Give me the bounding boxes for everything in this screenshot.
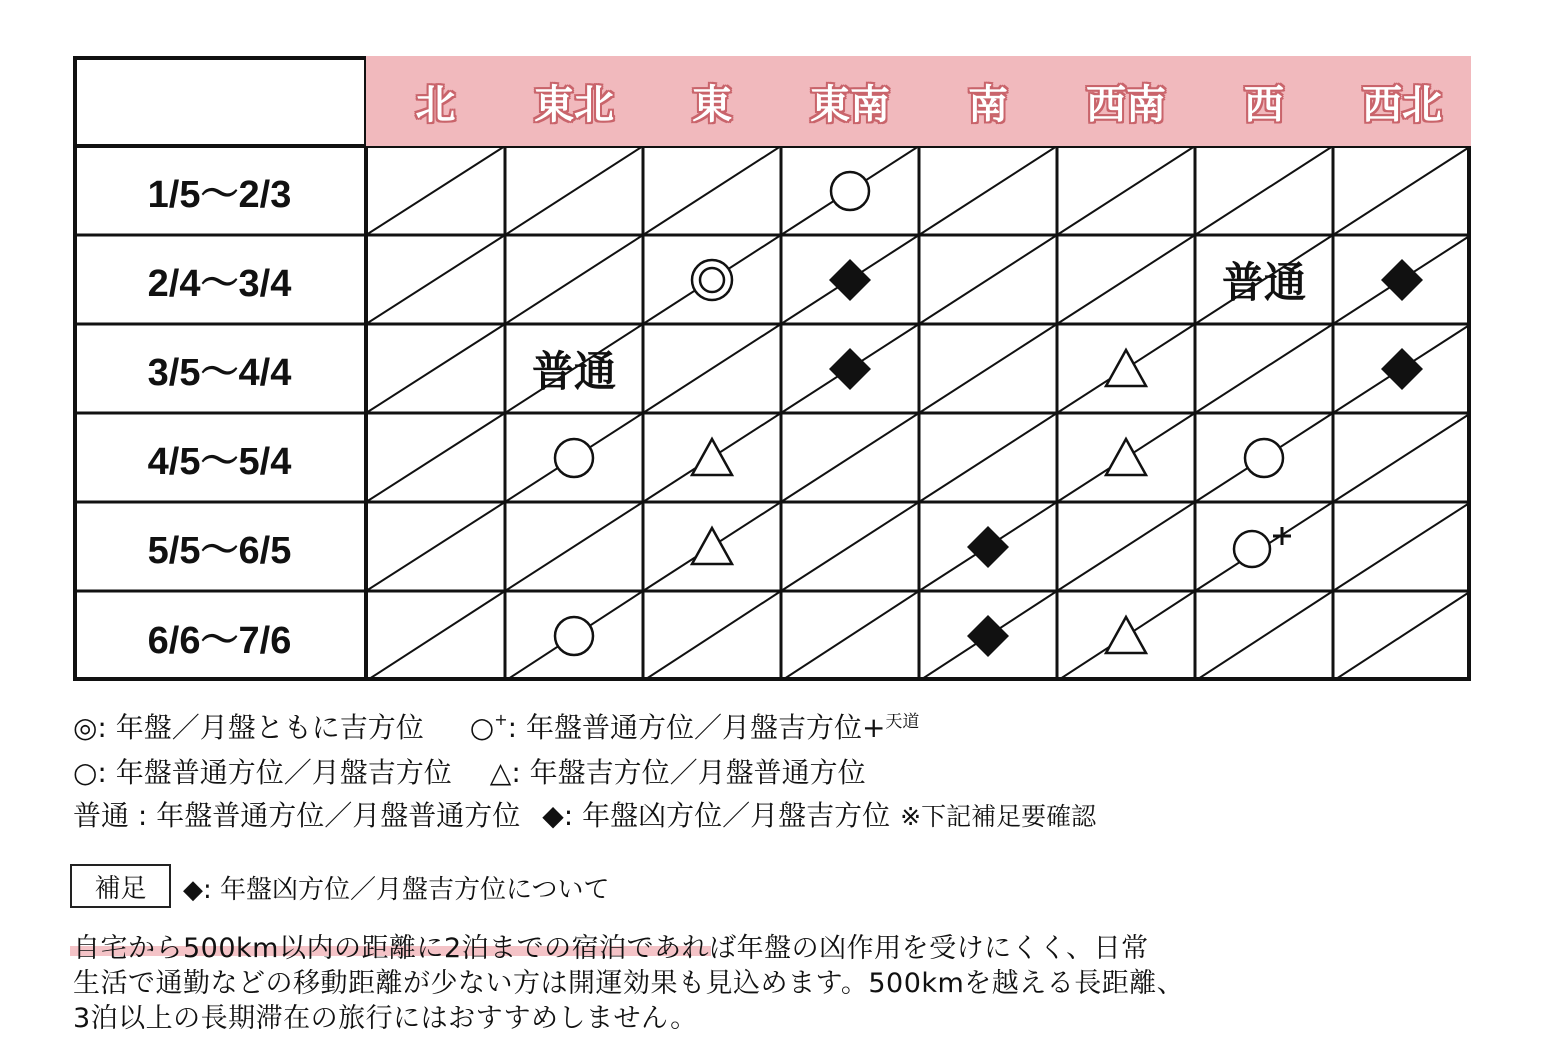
row-period-label: 2/4〜3/4 xyxy=(147,263,292,305)
cell-diagonal xyxy=(1333,502,1471,591)
circle-mark xyxy=(505,591,643,681)
circle-mark xyxy=(781,146,919,235)
cell-diagonal xyxy=(1333,413,1471,502)
cell-mark-text: 普通 xyxy=(1221,257,1306,307)
supplement-text-line-2: 生活で通勤などの移動距離が少ない方は開運効果も見込めます。500kmを越える長距離、 xyxy=(73,968,1185,999)
header-6 xyxy=(1057,56,1195,146)
legend-futsu: 普通 : 年盤普通方位／月盤普通方位 xyxy=(73,799,521,832)
row-period-label: 1/5〜2/3 xyxy=(147,174,292,216)
cell-diagonal xyxy=(1333,591,1471,681)
legend-line-3 xyxy=(73,794,1096,834)
triangle-icon xyxy=(1103,346,1149,392)
diamond-icon xyxy=(827,257,873,303)
legend-tendo-small: 天道 xyxy=(885,712,920,732)
header-5 xyxy=(919,56,1057,146)
supplement-text-line-1: 自宅から500km以内の距離に2泊までの宿泊であれば年盤の凶作用を受けにくく、日常 xyxy=(73,933,1149,964)
cell-diagonal xyxy=(919,235,1057,324)
header-label: 東北 xyxy=(534,81,614,128)
cell-diagonal xyxy=(1195,591,1333,681)
cell-diagonal xyxy=(505,146,643,235)
legend-plus-sup: + xyxy=(494,710,508,729)
header-1 xyxy=(366,56,505,146)
cell-diagonal xyxy=(643,591,781,681)
diamond-icon xyxy=(965,613,1011,659)
circle-icon xyxy=(551,435,597,481)
cell-diagonal xyxy=(781,502,919,591)
header-label: 西 xyxy=(1244,81,1284,128)
legend-circle-plus-text: : 年盤普通方位／月盤吉方位+ xyxy=(507,711,886,744)
text-mark xyxy=(1195,235,1333,324)
legend-circle: ○: 年盤普通方位／月盤吉方位 xyxy=(73,756,452,789)
cell-diagonal xyxy=(505,235,643,324)
row-period-label: 6/6〜7/6 xyxy=(147,619,292,662)
cell-diagonal xyxy=(366,235,505,324)
triangle-mark xyxy=(643,502,781,591)
header-label: 西北 xyxy=(1362,81,1442,128)
text-mark xyxy=(505,324,643,413)
circle-plus-icon xyxy=(1229,524,1299,570)
triangle-mark xyxy=(1057,591,1195,681)
cell-diagonal xyxy=(366,413,505,502)
cell-diagonal xyxy=(366,324,505,413)
triangle-icon xyxy=(689,435,735,481)
cell-diagonal xyxy=(1195,146,1333,235)
header-8 xyxy=(1333,56,1471,146)
cell-diagonal xyxy=(505,502,643,591)
supplement-label: 補足 xyxy=(70,864,171,908)
cell-diagonal xyxy=(781,591,919,681)
diamond-mark xyxy=(919,591,1057,681)
cell-diagonal xyxy=(919,413,1057,502)
supplement-title: ◆: 年盤凶方位／月盤吉方位について xyxy=(183,875,610,905)
header-label: 東南 xyxy=(810,81,890,128)
legend-circle-plus-symbol: ○ xyxy=(469,711,495,744)
legend-line-2 xyxy=(73,751,866,791)
triangle-icon xyxy=(1103,435,1149,481)
circle-icon xyxy=(551,613,597,659)
header-7 xyxy=(1195,56,1333,146)
row-period-label: 3/5〜4/4 xyxy=(147,352,292,394)
triangle-mark xyxy=(643,413,781,502)
cell-diagonal xyxy=(1333,146,1471,235)
circle-mark xyxy=(1195,413,1333,502)
triangle-icon xyxy=(1103,613,1149,659)
cell-diagonal xyxy=(781,413,919,502)
diamond-mark xyxy=(781,235,919,324)
legend-line-1 xyxy=(73,706,919,746)
cell-diagonal xyxy=(1195,324,1333,413)
triangle-icon xyxy=(689,524,735,570)
header-3 xyxy=(643,56,781,146)
cell-diagonal xyxy=(919,324,1057,413)
double-circle-mark xyxy=(643,235,781,324)
legend-triangle: △: 年盤吉方位／月盤普通方位 xyxy=(489,756,866,789)
row-period-label: 5/5〜6/5 xyxy=(147,530,292,572)
circle-mark xyxy=(505,413,643,502)
cell-diagonal xyxy=(366,502,505,591)
diamond-mark xyxy=(919,502,1057,591)
header-label: 南 xyxy=(968,81,1008,128)
circle-icon xyxy=(1241,435,1287,481)
header-label: 西南 xyxy=(1086,81,1166,128)
cell-mark-text: 普通 xyxy=(531,346,616,396)
triangle-mark xyxy=(1057,324,1195,413)
diamond-icon xyxy=(1379,257,1425,303)
diamond-icon xyxy=(965,524,1011,570)
cell-diagonal xyxy=(366,591,505,681)
legend-diamond: ◆: 年盤凶方位／月盤吉方位 xyxy=(542,799,891,832)
circle-plus-mark xyxy=(1195,502,1333,591)
direction-table xyxy=(73,56,1471,681)
header-2 xyxy=(505,56,643,146)
cell-diagonal xyxy=(1057,502,1195,591)
cell-diagonal xyxy=(919,146,1057,235)
legend-double-circle: ◎: 年盤／月盤ともに吉方位 xyxy=(73,711,424,744)
header-label: 北 xyxy=(415,81,456,128)
diamond-mark xyxy=(781,324,919,413)
triangle-mark xyxy=(1057,413,1195,502)
row-period-label: 4/5〜5/4 xyxy=(147,441,292,483)
header-label: 東 xyxy=(692,81,732,128)
cell-diagonal xyxy=(643,324,781,413)
cell-diagonal xyxy=(643,146,781,235)
legend-note-ref: ※下記補足要確認 xyxy=(900,802,1097,831)
diamond-mark xyxy=(1333,235,1471,324)
diamond-icon xyxy=(827,346,873,392)
header-4 xyxy=(781,56,919,146)
diamond-mark xyxy=(1333,324,1471,413)
cell-diagonal xyxy=(1057,235,1195,324)
cell-diagonal xyxy=(366,146,505,235)
diamond-icon xyxy=(1379,346,1425,392)
double-circle-icon xyxy=(689,257,735,303)
supplement-text-line-3: 3泊以上の長期滞在の旅行にはおすすめしません。 xyxy=(73,1003,698,1034)
cell-diagonal xyxy=(1057,146,1195,235)
circle-icon xyxy=(827,168,873,214)
